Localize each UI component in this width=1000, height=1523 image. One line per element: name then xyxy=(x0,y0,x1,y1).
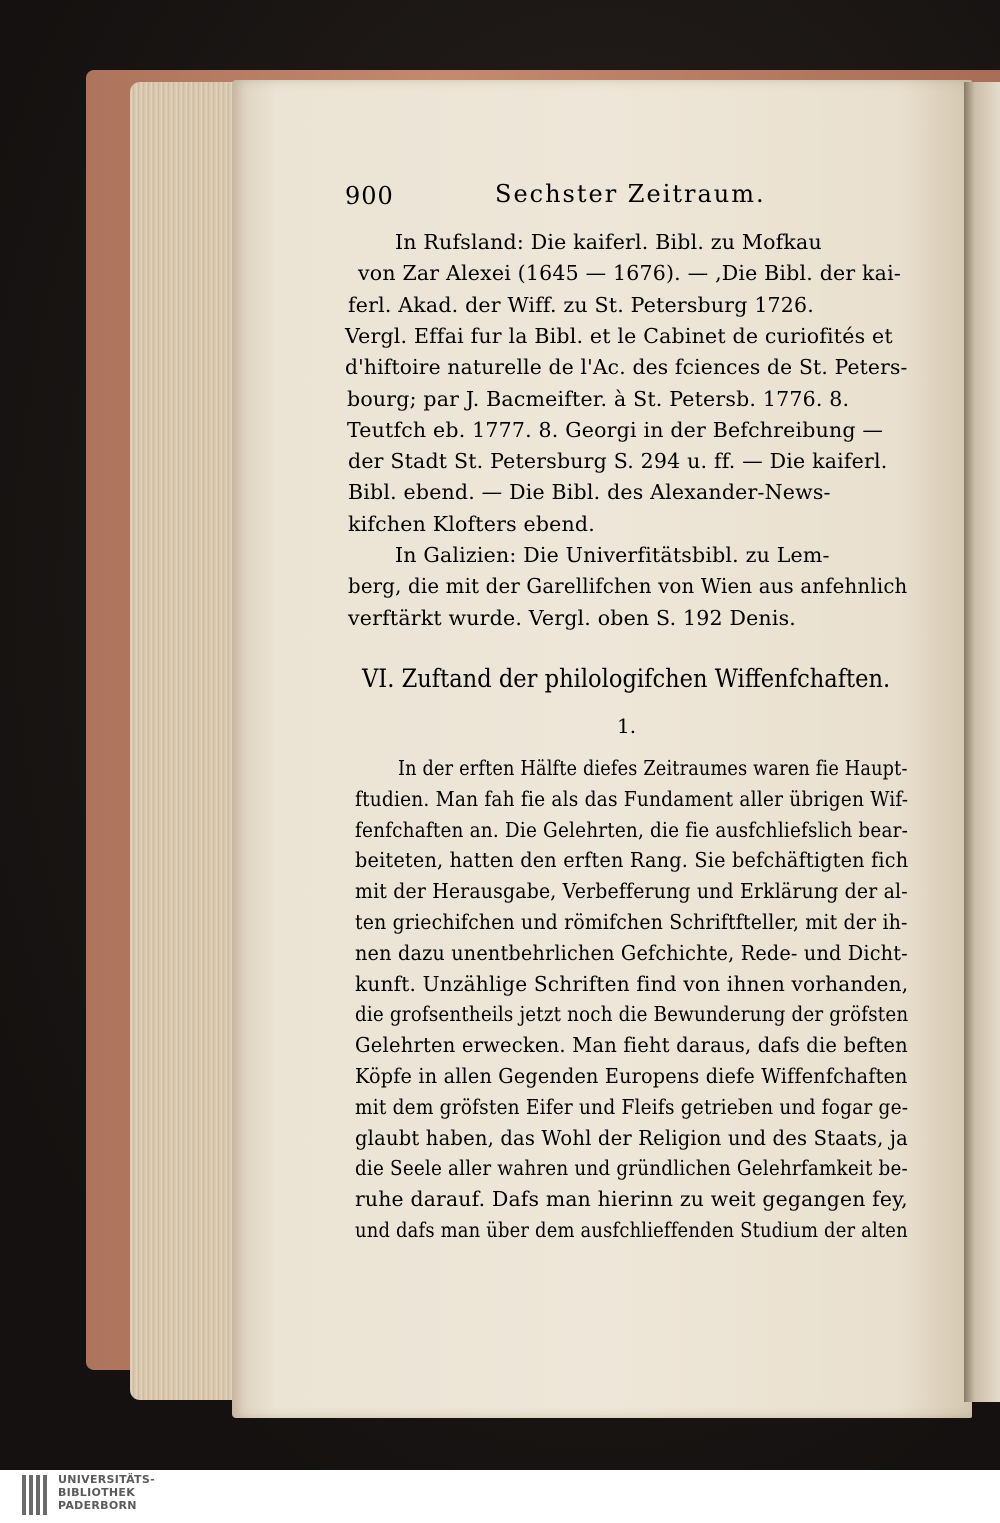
body-line: nen dazu unentbehrlichen Gefchichte, Rede- und Dicht- xyxy=(355,940,908,965)
running-head: Sechster Zeitraum. xyxy=(495,180,766,208)
text-line: d'hiftoire naturelle de l'Ac. des fciences de St. Peters- xyxy=(345,355,908,380)
body-line: kunft. Unzählige Schriften find von ihnen vorhanden, xyxy=(355,971,909,996)
body-line: die Seele aller wahren und gründlichen Gelehrfamkeit be- xyxy=(355,1156,908,1181)
text-line: In Galizien: Die Univerfitätsbibl. zu Lem- xyxy=(395,543,830,567)
body-line: In der erften Hälfte diefes Zeitraumes waren fie Haupt- xyxy=(398,756,908,780)
text-line: kifchen Klofters ebend. xyxy=(348,511,595,536)
section-heading: VI. Zuftand der philologifchen Wiffenfchaften. xyxy=(362,664,891,693)
text-line: der Stadt St. Petersburg S. 294 u. ff. — Die kaiferl. xyxy=(348,449,888,474)
text-line: berg, die mit der Garellifchen von Wien aus anfehnlich xyxy=(348,574,908,599)
body-line: ruhe darauf. Dafs man hierinn zu weit gegangen fey, xyxy=(355,1187,908,1212)
body-line: beiteten, hatten den erften Rang. Sie befchäftigten fich xyxy=(355,848,909,873)
text-line: bourg; par J. Bacmeifter. à St. Petersb. 1776. 8. xyxy=(347,386,850,411)
body-line: ftudien. Man fah fie als das Fundament aller übrigen Wif- xyxy=(355,786,909,811)
body-line: glaubt haben, das Wohl der Religion und des Staats, ja xyxy=(355,1125,908,1150)
text-line: von Zar Alexei (1645 — 1676). — ‚Die Bibl. der kai- xyxy=(358,261,901,286)
logo-line: PADERBORN xyxy=(58,1499,137,1512)
text-line: ferl. Akad. der Wiff. zu St. Petersburg 1726. xyxy=(348,292,815,317)
text-line: In Rufsland: Die kaiferl. Bibl. zu Mofkau xyxy=(395,230,822,254)
page-number: 900 xyxy=(345,182,394,210)
body-line: ten griechifchen und römifchen Schriftfteller, mit der ih- xyxy=(355,910,908,934)
facing-page-edge xyxy=(964,82,1000,1402)
body-line: Gelehrten erwecken. Man fieht daraus, dafs die beften xyxy=(355,1033,908,1058)
logo-line: BIBLIOTHEK xyxy=(58,1486,136,1499)
body-line: mit dem gröfsten Eifer und Fleifs getrieben und fogar ge- xyxy=(355,1094,909,1119)
university-library-bars-icon xyxy=(20,1473,52,1517)
section-number: 1. xyxy=(617,714,637,738)
body-line: mit der Herausgabe, Verbefferung und Erklärung der al- xyxy=(355,879,908,904)
body-line: die grofsentheils jetzt noch die Bewunderung der gröfsten xyxy=(355,1002,909,1027)
body-line: Köpfe in allen Gegenden Europens diefe Wiffenfchaften xyxy=(355,1064,908,1088)
page-header xyxy=(345,182,905,214)
body-line: und dafs man über dem ausfchlieffenden Studium der alten xyxy=(355,1218,908,1242)
body-line: fenfchaften an. Die Gelehrten, die fie ausfchliefslich bear- xyxy=(355,817,909,842)
text-line: verftärkt wurde. Vergl. oben S. 192 Denis. xyxy=(348,605,797,630)
text-line: Vergl. Effai fur la Bibl. et le Cabinet de curiofités et xyxy=(345,323,893,348)
logo-line: UNIVERSITÄTS- xyxy=(58,1473,155,1486)
text-line: Bibl. ebend. — Die Bibl. des Alexander-News- xyxy=(348,480,831,505)
text-line: Teutfch eb. 1777. 8. Georgi in der Befchreibung — xyxy=(347,417,884,442)
library-logo-text xyxy=(58,1473,155,1512)
